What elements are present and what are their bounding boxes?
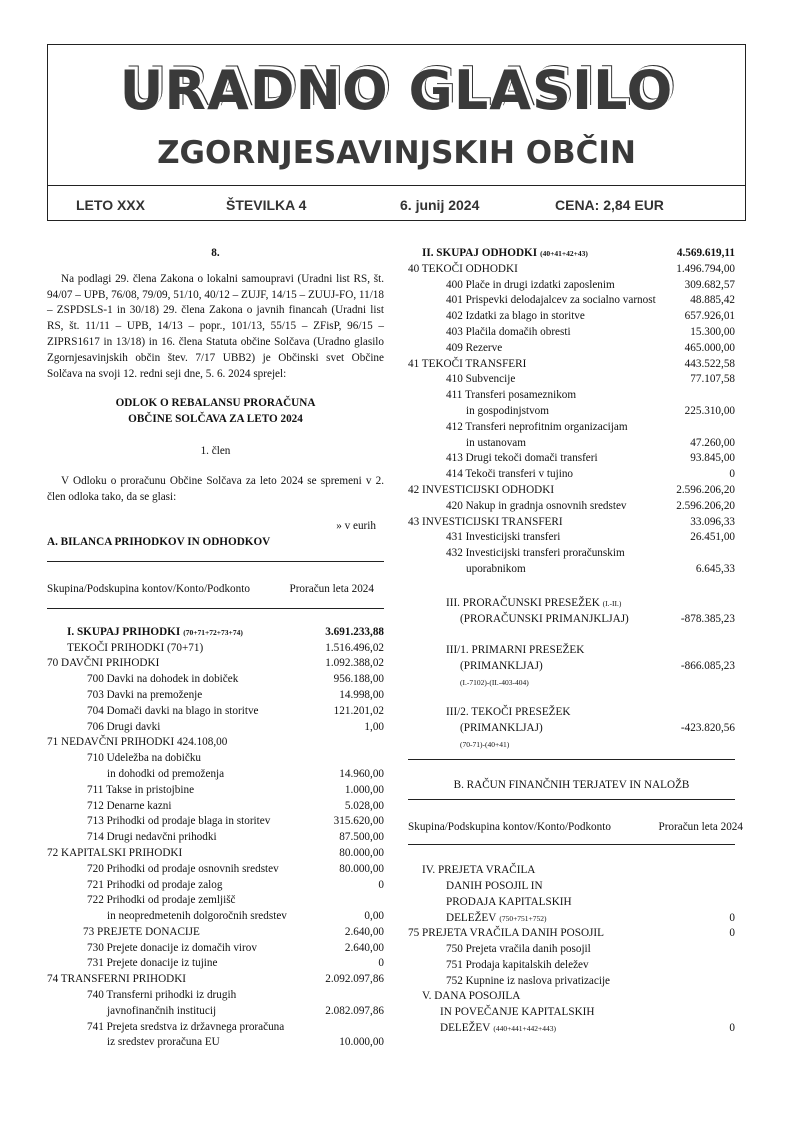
- table-row: [408, 911, 735, 927]
- row-label: [446, 942, 591, 958]
- row-value: 0: [729, 468, 735, 481]
- row-label: [87, 783, 194, 799]
- row-label: [47, 735, 227, 751]
- row-label-text: 402 Izdatki za blago in storitve: [446, 310, 585, 323]
- currency-unit: » v eurih: [336, 520, 376, 533]
- row-label: [107, 767, 224, 783]
- row-label-text: 722 Prihodki od prodaje zemljišč: [87, 894, 236, 907]
- row-label: [87, 956, 217, 972]
- row-label: [446, 451, 598, 467]
- row-label-text: 714 Drugi nedavčni prihodki: [87, 831, 217, 844]
- row-label: [446, 309, 585, 325]
- surplus-row: [408, 612, 735, 628]
- row-label-text: in gospodinjstvom: [466, 404, 549, 417]
- row-label: [408, 483, 554, 499]
- row-label-text: uporabnikom: [466, 562, 526, 575]
- row-label: [466, 562, 526, 578]
- row-value: 5.028,00: [344, 799, 384, 812]
- row-value: 121.201,02: [333, 704, 384, 717]
- row-label-text: 720 Prihodki od prodaje osnovnih sredstev: [87, 862, 279, 875]
- table-row: [47, 1020, 384, 1036]
- issue-price: CENA: 2,84 EUR: [555, 197, 664, 213]
- row-label-text: 706 Drugi davki: [87, 720, 161, 733]
- row-value: 3.691.233,88: [325, 625, 384, 638]
- row-label: [87, 814, 270, 830]
- col-header-account: Skupina/Podskupina kontov/Konto/Podkonto: [47, 582, 250, 595]
- row-label: [446, 499, 627, 515]
- row-label: [107, 1004, 216, 1020]
- row-label: [446, 372, 515, 388]
- row-label-text: 409 Rezerve: [446, 341, 503, 354]
- row-value: 1.000,00: [344, 783, 384, 796]
- table-row: [408, 530, 735, 546]
- table-row: [408, 467, 735, 483]
- table-row: [408, 863, 735, 879]
- table-row: [408, 404, 735, 420]
- row-label-text: V. DANA POSOJILA: [422, 990, 521, 1003]
- revenue-table: [47, 625, 384, 1052]
- issue-date: 6. junij 2024: [400, 197, 480, 213]
- row-label-text: 411 Transferi posameznikom: [446, 389, 577, 402]
- table-row: [47, 909, 384, 925]
- table-row: [408, 388, 735, 404]
- current-surplus-label: III/2. TEKOČI PRESEŽEK: [446, 705, 571, 718]
- table-row: [47, 862, 384, 878]
- row-label: [422, 989, 520, 1005]
- table-row: [408, 436, 735, 452]
- surplus-label-2: (PRORAČUNSKI PRIMANJKLJAJ): [460, 612, 629, 625]
- table-row: [47, 656, 384, 672]
- table-row: [408, 1021, 735, 1037]
- row-label-text: II. SKUPAJ ODHODKI: [422, 247, 538, 259]
- row-value: 0: [729, 1022, 735, 1035]
- row-label: [446, 278, 615, 294]
- row-label-text: javnofinančnih institucij: [107, 1004, 217, 1017]
- act-number: 8.: [211, 247, 220, 259]
- table-row: [47, 767, 384, 783]
- act-title-line2: OBČINE SOLČAVA ZA LETO 2024: [128, 413, 303, 426]
- row-label: [440, 1021, 556, 1037]
- row-value: 443.522,58: [684, 357, 735, 370]
- row-label-text: 40 TEKOČI ODHODKI: [408, 262, 518, 275]
- row-label: [446, 530, 560, 546]
- row-label: [440, 1005, 594, 1021]
- table-row: [47, 956, 384, 972]
- table-row: [47, 1035, 384, 1051]
- row-label-text: 731 Prejete donacije iz tujine: [87, 957, 218, 970]
- table-row: [408, 546, 735, 562]
- row-label: [446, 467, 573, 483]
- row-label-text: 741 Prejeta sredstva iz državnega proračuna: [87, 1020, 285, 1033]
- row-label: [408, 357, 526, 373]
- table-row: [47, 625, 384, 641]
- row-value: 657.926,01: [684, 310, 735, 323]
- article-text: V Odloku o proračunu Občine Solčava za leto 2024 se spremeni v 2. člen odloka tako, da se glasi:: [47, 474, 384, 503]
- row-formula: (40+41+42+43): [540, 249, 588, 258]
- table-row: [47, 688, 384, 704]
- row-label: [87, 672, 238, 688]
- row-value: 315.620,00: [333, 815, 384, 828]
- row-label-text: 410 Subvencije: [446, 373, 516, 386]
- table-row: [47, 846, 384, 862]
- row-label: [422, 246, 588, 262]
- section-a-heading: A. BILANCA PRIHODKOV IN ODHODKOV: [47, 536, 271, 549]
- table-row: [47, 941, 384, 957]
- table-row: [47, 672, 384, 688]
- row-value: 48.885,42: [690, 294, 735, 307]
- row-value: 2.596.206,20: [676, 483, 735, 496]
- row-value: 77.107,58: [690, 373, 735, 386]
- table-row: [408, 879, 735, 895]
- row-value: 2.082.097,86: [325, 1004, 384, 1017]
- masthead: [47, 44, 746, 221]
- row-value: 1.092.388,02: [325, 657, 384, 670]
- row-value: 6.645,33: [695, 562, 735, 575]
- row-label: [87, 988, 236, 1004]
- row-label: [87, 862, 279, 878]
- table-row: [47, 783, 384, 799]
- table-row: [408, 515, 735, 531]
- primary-surplus-formula: (I.-7102)-(II.-403-404): [460, 677, 529, 687]
- row-label: [87, 704, 259, 720]
- row-label: [446, 958, 589, 974]
- table-header: [408, 820, 743, 836]
- preamble-text: Na podlagi 29. člena Zakona o lokalni samoupravi (Uradni list RS, št. 94/07 – UPB, 76/08, 79/09, 51/10, 40/12 – ZUJF, 14/15 – ZUUJ-FO, 11/18 – ZSPDSLS-1 in 30/18) 29. člena Zakona o javnih financah (Uradni list RS, št. 11/11 – UPB, 14/13 – popr., 101/13, 55/15 – ZFisP, 96/15 – ZIPRS1617 in 13/18) in 16. člena Statuta občine Solčava (Uradno glasilo Zgornjesavinjskih občin štev. 7/17 UBB2) je Občinski svet Občine Solčava na svoji 12. redni seji dne, 5. 6. 2024 sprejel:: [47, 272, 384, 380]
- row-label: [67, 625, 243, 641]
- row-label: [87, 878, 222, 894]
- current-surplus-formula-row: [408, 737, 735, 751]
- financial-claims-table: [408, 863, 735, 1037]
- row-label: [107, 1035, 220, 1051]
- row-label-text: 751 Prodaja kapitalskih deležev: [446, 958, 589, 971]
- row-label: [87, 830, 217, 846]
- table-row: [408, 942, 735, 958]
- row-label-text: 730 Prejete donacije iz domačih virov: [87, 941, 257, 954]
- row-value: 309.682,57: [684, 278, 735, 291]
- table-row: [408, 246, 735, 262]
- row-value: 15.300,00: [690, 325, 735, 338]
- table-row: [408, 372, 735, 388]
- row-label: [87, 799, 172, 815]
- row-value: 956.188,00: [333, 673, 384, 686]
- row-label: [408, 515, 563, 531]
- act-title-line1: ODLOK O REBALANSU PRORAČUNA: [115, 397, 316, 410]
- row-label: [87, 751, 201, 767]
- row-formula: (750+751+752): [499, 913, 547, 923]
- table-row: [408, 262, 735, 278]
- row-label-text: 71 NEDAVČNI PRIHODKI 424.108,00: [47, 736, 228, 749]
- row-label-text: 74 TRANSFERNI PRIHODKI: [47, 973, 187, 986]
- table-row: [47, 972, 384, 988]
- row-value: 1.516.496,02: [325, 641, 384, 654]
- row-label-text: DELEŽEV: [440, 1022, 491, 1035]
- row-label-text: 41 TEKOČI TRANSFERI: [408, 357, 527, 370]
- row-label-text: IV. PREJETA VRAČILA: [422, 864, 536, 877]
- current-surplus-value: -423.820,56: [680, 721, 735, 734]
- row-value: 47.260,00: [690, 436, 735, 449]
- row-value: 2.640,00: [344, 925, 384, 938]
- surplus-label: III. PRORAČUNSKI PRESEŽEK: [446, 596, 600, 609]
- row-label: [446, 546, 625, 562]
- row-label-text: 73 PREJETE DONACIJE: [83, 925, 200, 938]
- table-row: [47, 799, 384, 815]
- row-value: 0,00: [364, 910, 384, 923]
- section-b-heading: B. RAČUN FINANČNIH TERJATEV IN NALOŽB: [453, 778, 690, 791]
- row-label: [466, 436, 526, 452]
- publication-title: URADNO GLASILO: [119, 59, 674, 122]
- row-label-text: 431 Investicijski transferi: [446, 531, 561, 544]
- row-label-text: 700 Davki na dohodek in dobiček: [87, 673, 239, 686]
- row-value: 14.998,00: [339, 688, 384, 701]
- row-label: [87, 941, 257, 957]
- article-heading: 1. člen: [200, 444, 231, 457]
- primary-surplus-label: III/1. PRIMARNI PRESEŽEK: [446, 644, 585, 657]
- col-header-budget: Proračun leta 2024: [289, 582, 374, 595]
- table-row: [47, 720, 384, 736]
- row-label: [422, 863, 535, 879]
- table-row: [408, 974, 735, 990]
- row-label-text: 712 Denarne kazni: [87, 799, 172, 812]
- primary-surplus-value: -866.085,23: [680, 660, 735, 673]
- expenditure-table: [408, 246, 735, 578]
- row-label-text: 401 Prispevki delodajalcev za socialno varnost: [446, 294, 656, 307]
- row-label-text: 710 Udeležba na dobičku: [87, 752, 202, 765]
- table-header: [47, 582, 384, 598]
- current-surplus-formula: (70-71)-(40+41): [460, 739, 510, 749]
- row-label-text: 704 Domači davki na blago in storitve: [87, 704, 259, 717]
- row-label-text: TEKOČI PRIHODKI (70+71): [67, 641, 204, 654]
- row-label-text: 403 Plačila domačih obresti: [446, 325, 571, 338]
- row-label-text: 42 INVESTICIJSKI ODHODKI: [408, 483, 555, 496]
- row-label: [446, 293, 656, 309]
- table-row: [408, 989, 735, 1005]
- row-value: 465.000,00: [684, 341, 735, 354]
- row-value: 0: [729, 927, 735, 940]
- row-value: 4.569.619,11: [676, 247, 735, 259]
- row-label-text: IN POVEČANJE KAPITALSKIH: [440, 1006, 595, 1019]
- table-row: [47, 641, 384, 657]
- row-label-text: PRODAJA KAPITALSKIH: [446, 895, 572, 908]
- budget-surplus-block: [408, 596, 735, 612]
- row-label: [466, 404, 549, 420]
- table-row: [408, 325, 735, 341]
- table-row: [408, 483, 735, 499]
- row-label-text: 752 Kupnine iz naslova privatizacije: [446, 974, 611, 987]
- row-label: [67, 641, 203, 657]
- row-label-text: 414 Tekoči transferi v tujino: [446, 468, 574, 481]
- row-value: 80.000,00: [339, 846, 384, 859]
- volume-label: LETO XXX: [76, 197, 145, 213]
- row-label: [446, 911, 547, 927]
- row-label-text: in ustanovam: [466, 436, 526, 449]
- row-label: [446, 388, 576, 404]
- row-label-text: DELEŽEV: [446, 911, 497, 924]
- table-row: [408, 895, 735, 911]
- table-row: [408, 926, 735, 942]
- row-value: 80.000,00: [339, 862, 384, 875]
- row-label-text: 711 Takse in pristojbine: [87, 783, 195, 796]
- row-label-text: 72 KAPITALSKI PRIHODKI: [47, 846, 183, 859]
- surplus-formula: (I.-II.): [602, 598, 622, 608]
- row-label: [87, 720, 160, 736]
- row-label-text: 750 Prejeta vračila danih posojil: [446, 943, 591, 956]
- row-label: [408, 262, 518, 278]
- row-label: [446, 879, 543, 895]
- table-row: [408, 341, 735, 357]
- row-label: [446, 420, 628, 436]
- row-value: 26.451,00: [690, 531, 735, 544]
- row-label-text: 420 Nakup in gradnja osnovnih sredstev: [446, 499, 627, 512]
- row-label-text: 75 PREJETA VRAČILA DANIH POSOJIL: [408, 927, 604, 940]
- row-value: 2.596.206,20: [676, 499, 735, 512]
- row-label-text: 740 Transferni prihodki iz drugih: [87, 989, 237, 1002]
- primary-surplus-row: [408, 643, 735, 659]
- row-label: [47, 656, 159, 672]
- surplus-value: -878.385,23: [680, 612, 735, 625]
- row-value: 225.310,00: [684, 404, 735, 417]
- row-label-text: 70 DAVČNI PRIHODKI: [47, 657, 160, 670]
- row-label: [47, 972, 186, 988]
- table-row: [408, 357, 735, 373]
- row-formula: (70+71+72+73+74): [183, 627, 243, 637]
- table-row: [47, 1004, 384, 1020]
- row-value: 1.496.794,00: [676, 262, 735, 275]
- col-header-account: Skupina/Podskupina kontov/Konto/Podkonto: [408, 821, 611, 834]
- row-label: [87, 1020, 284, 1036]
- row-value: 0: [378, 957, 384, 970]
- row-value: 93.845,00: [690, 452, 735, 465]
- table-row: [47, 988, 384, 1004]
- table-row: [47, 704, 384, 720]
- table-row: [47, 878, 384, 894]
- row-label-text: in neopredmetenih dolgoročnih sredstev: [107, 910, 287, 923]
- row-label: [47, 846, 182, 862]
- table-row: [408, 499, 735, 515]
- row-label: [87, 688, 202, 704]
- row-label-text: I. SKUPAJ PRIHODKI: [67, 625, 181, 638]
- row-label: [446, 974, 610, 990]
- row-label: [408, 926, 604, 942]
- left-column: [47, 246, 384, 1051]
- table-row: [408, 451, 735, 467]
- row-value: 33.096,33: [690, 515, 735, 528]
- row-label-text: 713 Prihodki od prodaje blaga in storitev: [87, 815, 271, 828]
- row-label-text: 412 Transferi neprofitnim organizacijam: [446, 420, 628, 433]
- row-label-text: in dohodki od premoženja: [107, 767, 225, 780]
- masthead-divider: [48, 185, 745, 186]
- primary-surplus-formula-row: [408, 675, 735, 689]
- row-label-text: 432 Investicijski transferi proračunskim: [446, 547, 625, 560]
- row-label: [446, 341, 502, 357]
- table-row: [408, 309, 735, 325]
- row-value: 14.960,00: [339, 767, 384, 780]
- table-row: [47, 735, 384, 751]
- row-label-text: DANIH POSOJIL IN: [446, 879, 543, 892]
- row-label-text: 400 Plače in drugi izdatki zaposlenim: [446, 278, 615, 291]
- primary-surplus-label-2: (PRIMANKLJAJ): [460, 660, 543, 673]
- table-row: [408, 420, 735, 436]
- table-row: [408, 293, 735, 309]
- row-value: 2.092.097,86: [325, 973, 384, 986]
- table-row: [408, 562, 735, 578]
- row-value: 1,00: [364, 720, 384, 733]
- row-value: 2.640,00: [344, 941, 384, 954]
- row-formula: (440+441+442+443): [493, 1024, 557, 1034]
- right-column: [408, 246, 743, 1037]
- row-label-text: 703 Davki na premoženje: [87, 688, 203, 701]
- row-label-text: 413 Drugi tekoči domači transferi: [446, 452, 598, 465]
- table-row: [408, 278, 735, 294]
- row-value: 0: [729, 911, 735, 924]
- col-header-budget: Proračun leta 2024: [658, 821, 743, 834]
- row-label: [446, 325, 571, 341]
- issue-label: ŠTEVILKA 4: [226, 197, 307, 213]
- table-row: [47, 751, 384, 767]
- table-row: [47, 925, 384, 941]
- current-surplus-label-2: (PRIMANKLJAJ): [460, 721, 543, 734]
- primary-surplus-value-row: [408, 659, 735, 675]
- current-surplus-row: [408, 705, 735, 721]
- current-surplus-value-row: [408, 721, 735, 737]
- row-value: 10.000,00: [339, 1036, 384, 1049]
- row-label-text: iz sredstev proračuna EU: [107, 1036, 220, 1049]
- table-row: [47, 814, 384, 830]
- row-label: [446, 895, 572, 911]
- table-row: [47, 830, 384, 846]
- table-row: [408, 1005, 735, 1021]
- row-label: [87, 893, 236, 909]
- row-value: 87.500,00: [339, 831, 384, 844]
- publication-subtitle: ZGORNJESAVINJSKIH OBČIN: [157, 135, 636, 171]
- row-label: [83, 925, 200, 941]
- row-value: 0: [378, 878, 384, 891]
- row-label-text: 721 Prihodki od prodaje zalog: [87, 878, 223, 891]
- row-label: [107, 909, 287, 925]
- table-row: [408, 958, 735, 974]
- row-label-text: 43 INVESTICIJSKI TRANSFERI: [408, 515, 563, 528]
- table-row: [47, 893, 384, 909]
